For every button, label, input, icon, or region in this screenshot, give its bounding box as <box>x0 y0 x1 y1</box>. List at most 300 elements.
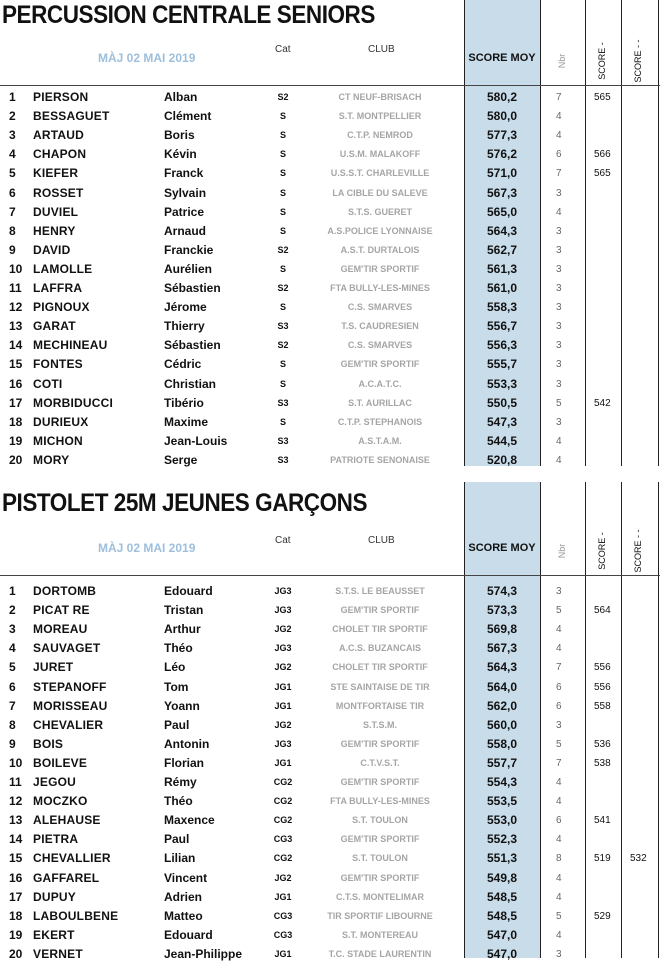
row-rank: 20 <box>9 946 23 961</box>
row-rank: 1 <box>9 584 16 598</box>
row-nbr: 4 <box>556 111 562 123</box>
row-score-moy: 552,3 <box>486 832 518 847</box>
table-row <box>0 432 660 451</box>
table-row <box>0 658 660 677</box>
row-club: U.S.M. MALAKOFF <box>339 149 421 160</box>
row-last-name: KIEFER <box>33 166 79 181</box>
row-club: FTA BULLY-LES-MINES <box>330 283 430 293</box>
row-category: JG3 <box>274 643 292 654</box>
row-rank: 17 <box>9 889 23 904</box>
table-row <box>0 126 660 145</box>
row-first-name: Adrien <box>164 889 203 904</box>
row-club: A.C.S. BUZANCAIS <box>338 643 421 654</box>
row-first-name: Clément <box>164 109 212 124</box>
row-nbr: 5 <box>556 910 562 922</box>
header-rule <box>0 85 660 86</box>
table-row <box>0 413 660 432</box>
row-nbr: 3 <box>556 283 562 294</box>
row-score-moy: 580,2 <box>486 90 518 104</box>
row-category: JG1 <box>274 948 292 959</box>
row-first-name: Boris <box>164 128 195 143</box>
row-club: S.T.S. LE BEAUSSET <box>335 586 425 596</box>
row-nbr: 4 <box>556 777 562 788</box>
section-percussion <box>0 0 660 470</box>
row-rank: 13 <box>9 319 23 334</box>
row-first-name: Théo <box>164 794 193 809</box>
row-score-1: 556 <box>594 681 611 693</box>
row-score-moy: 561,3 <box>486 261 518 276</box>
row-club: A.S.POLICE LYONNAISE <box>327 225 433 236</box>
row-club: FTA BULLY-LES-MINES <box>330 796 430 807</box>
row-last-name: EKERT <box>33 927 75 942</box>
row-score-moy: 556,3 <box>486 338 518 353</box>
row-nbr: 4 <box>556 872 562 884</box>
row-first-name: Arnaud <box>164 223 206 238</box>
row-category: CG2 <box>273 796 293 807</box>
row-last-name: FONTES <box>33 357 83 372</box>
table-row <box>0 926 660 945</box>
row-score-1: 538 <box>594 757 611 769</box>
row-last-name: JEGOU <box>33 775 77 789</box>
row-club: GEM'TIR SPORTIF <box>340 263 420 274</box>
row-score-moy: 567,3 <box>486 641 518 656</box>
row-rank: 16 <box>9 870 23 885</box>
row-last-name: DUVIEL <box>33 204 79 219</box>
row-category: S <box>279 263 286 274</box>
row-first-name: Léo <box>164 660 186 675</box>
row-club: LA CIBLE DU SALEVE <box>332 187 428 198</box>
row-club: MONTFORTAISE TIR <box>335 700 425 711</box>
row-score-1: 542 <box>594 397 611 409</box>
row-last-name: LAMOLLE <box>33 261 93 276</box>
row-first-name: Maxime <box>164 414 209 429</box>
table-row <box>0 697 660 716</box>
row-rank: 17 <box>9 395 23 410</box>
row-category: CG3 <box>273 929 293 940</box>
row-rank: 19 <box>9 927 23 942</box>
row-category: S <box>279 187 286 198</box>
row-rank: 7 <box>9 204 16 219</box>
row-score-1: 529 <box>594 910 611 922</box>
row-nbr: 4 <box>556 454 562 466</box>
row-nbr: 3 <box>556 359 562 371</box>
table-row <box>0 792 660 811</box>
row-nbr: 3 <box>556 263 562 275</box>
row-score-moy: 564,3 <box>486 660 518 675</box>
row-rank: 7 <box>9 698 16 713</box>
row-nbr: 5 <box>556 605 562 617</box>
row-club: PATRIOTE SENONAISE <box>330 454 430 465</box>
table-row <box>0 678 660 697</box>
row-rank: 18 <box>9 908 23 923</box>
row-rank: 12 <box>9 300 23 315</box>
row-last-name: ARTAUD <box>33 128 84 143</box>
table-row <box>0 260 660 279</box>
table-row <box>0 184 660 203</box>
row-last-name: BESSAGUET <box>33 109 110 124</box>
table-row <box>0 601 660 620</box>
row-club: S.T. MONTPELLIER <box>338 111 422 122</box>
table-row <box>0 639 660 658</box>
row-last-name: CHAPON <box>33 147 87 162</box>
row-nbr: 4 <box>556 206 562 218</box>
row-club: GEM'TIR SPORTIF <box>340 738 420 749</box>
header-nbr: Nbr <box>557 53 567 69</box>
row-score-moy: 564,3 <box>486 223 518 238</box>
row-first-name: Aurélien <box>164 261 213 276</box>
row-category: CG2 <box>273 815 293 826</box>
row-nbr: 3 <box>556 187 562 199</box>
row-score-moy: 550,5 <box>486 395 518 410</box>
row-rank: 18 <box>9 414 23 429</box>
row-last-name: MECHINEAU <box>33 338 108 353</box>
row-category: JG2 <box>274 662 292 673</box>
row-club: A.C.A.T.C. <box>358 378 402 389</box>
header-score-moy: SCORE MOY <box>468 52 536 64</box>
row-score-moy: 547,0 <box>486 946 518 961</box>
row-last-name: PIERSON <box>33 90 89 104</box>
row-category: JG3 <box>274 586 292 596</box>
row-score-moy: 557,7 <box>486 755 518 770</box>
row-category: S2 <box>277 92 289 102</box>
row-rank: 9 <box>9 736 16 751</box>
row-category: S <box>279 416 286 427</box>
row-first-name: Edouard <box>164 927 213 942</box>
table-row <box>0 336 660 355</box>
table-row <box>0 317 660 336</box>
row-first-name: Vincent <box>164 870 208 885</box>
row-last-name: MORY <box>33 452 70 467</box>
row-rank: 12 <box>9 794 23 809</box>
row-last-name: MICHON <box>33 433 83 448</box>
row-nbr: 5 <box>556 738 562 750</box>
row-last-name: LABOULBENE <box>33 908 119 923</box>
table-row <box>0 145 660 164</box>
row-score-moy: 564,0 <box>486 679 518 694</box>
row-first-name: Théo <box>164 641 193 656</box>
table-row <box>0 222 660 241</box>
table-row <box>0 451 660 470</box>
row-club: GEM'TIR SPORTIF <box>340 605 420 616</box>
row-nbr: 3 <box>556 719 562 731</box>
row-club: C.T.V.S.T. <box>360 757 400 768</box>
table-row <box>0 773 660 792</box>
row-club: A.S.T. DURTALOIS <box>340 244 420 255</box>
row-rank: 9 <box>9 242 16 257</box>
row-club: CT NEUF-BRISACH <box>338 92 422 102</box>
row-score-1: 565 <box>594 168 611 180</box>
table-row <box>0 830 660 849</box>
row-first-name: Jérome <box>164 300 207 315</box>
table-row <box>0 945 660 964</box>
row-first-name: Tristan <box>164 603 204 618</box>
row-category: CG3 <box>273 910 293 921</box>
row-nbr: 6 <box>556 815 562 827</box>
row-category: S <box>279 149 286 160</box>
row-score-moy: 576,2 <box>486 147 518 162</box>
row-last-name: HENRY <box>33 223 76 238</box>
row-club: C.T.P. STEPHANOIS <box>337 416 423 427</box>
row-last-name: MORBIDUCCI <box>33 395 113 410</box>
row-last-name: JURET <box>33 660 74 675</box>
table-row <box>0 907 660 926</box>
row-rank: 2 <box>9 603 16 618</box>
row-category: S2 <box>277 283 289 293</box>
row-score-1: 556 <box>594 662 611 674</box>
row-rank: 5 <box>9 166 16 181</box>
row-nbr: 7 <box>556 92 562 103</box>
row-score-moy: 551,3 <box>486 851 518 866</box>
row-score-moy: 547,3 <box>486 414 518 429</box>
table-row <box>0 88 660 107</box>
row-rank: 16 <box>9 376 23 391</box>
row-first-name: Maxence <box>164 813 215 828</box>
row-first-name: Florian <box>164 755 205 770</box>
row-club: C.T.P. NEMROD <box>347 130 413 141</box>
row-category: JG1 <box>274 681 292 692</box>
row-category: JG2 <box>274 624 292 635</box>
row-nbr: 3 <box>556 416 562 428</box>
row-score-moy: 553,5 <box>486 794 518 809</box>
row-score-moy: 569,8 <box>486 622 518 637</box>
row-first-name: Franck <box>164 166 204 181</box>
row-category: CG3 <box>273 834 293 845</box>
row-club: CHOLET TIR SPORTIF <box>332 662 428 673</box>
row-rank: 15 <box>9 357 23 372</box>
row-first-name: Matteo <box>164 908 203 923</box>
row-score-moy: 553,0 <box>486 813 518 828</box>
row-first-name: Sébastien <box>164 281 221 295</box>
row-nbr: 4 <box>556 834 562 846</box>
row-rank: 14 <box>9 832 23 847</box>
row-nbr: 3 <box>556 378 562 390</box>
row-rank: 3 <box>9 128 16 143</box>
row-score-moy: 560,0 <box>486 717 518 732</box>
row-first-name: Alban <box>164 90 198 104</box>
row-first-name: Serge <box>164 452 198 467</box>
row-score-moy: 558,0 <box>486 736 518 751</box>
update-date: MÀJ 02 MAI 2019 <box>98 541 196 555</box>
header-cat: Cat <box>275 44 291 55</box>
row-score-1: 566 <box>594 149 611 161</box>
row-score-moy: 562,7 <box>486 242 518 257</box>
row-last-name: GAFFAREL <box>33 870 100 885</box>
row-rank: 10 <box>9 755 23 770</box>
table-row <box>0 203 660 222</box>
header-score-1: SCORE - <box>597 532 607 570</box>
row-nbr: 6 <box>556 681 562 693</box>
row-nbr: 3 <box>556 244 562 256</box>
header-cat: Cat <box>275 535 291 546</box>
row-category: S <box>279 225 286 236</box>
row-last-name: BOIS <box>33 736 64 751</box>
table-row <box>0 869 660 888</box>
row-nbr: 3 <box>556 321 562 333</box>
table-row <box>0 582 660 601</box>
row-first-name: Edouard <box>164 584 213 598</box>
row-nbr: 4 <box>556 624 562 636</box>
row-category: CG2 <box>273 853 293 864</box>
row-score-moy: 553,3 <box>486 376 518 391</box>
row-rank: 14 <box>9 338 23 353</box>
section-title: PISTOLET 25M JEUNES GARÇONS <box>2 489 368 517</box>
row-rank: 4 <box>9 641 16 656</box>
row-nbr: 4 <box>556 130 562 142</box>
header-score-2: SCORE - - <box>633 39 643 83</box>
row-club: S.T. TOULON <box>352 853 408 864</box>
row-club: S.T.S. GUERET <box>347 206 412 217</box>
row-first-name: Lilian <box>164 851 196 866</box>
row-nbr: 3 <box>556 340 562 352</box>
header-score-1: SCORE - <box>597 42 607 80</box>
row-last-name: SAUVAGET <box>33 641 101 656</box>
row-score-moy: 571,0 <box>486 166 518 181</box>
row-club: TIR SPORTIF LIBOURNE <box>327 910 433 921</box>
row-rank: 3 <box>9 622 16 637</box>
row-nbr: 4 <box>556 929 562 941</box>
row-club: S.T.S.M. <box>362 719 397 730</box>
header-nbr: Nbr <box>557 543 567 559</box>
row-category: JG3 <box>274 605 292 616</box>
row-nbr: 4 <box>556 796 562 808</box>
row-score-moy: 580,0 <box>486 109 518 124</box>
row-category: S3 <box>277 397 289 408</box>
row-first-name: Cédric <box>164 357 202 372</box>
row-first-name: Patrice <box>164 204 205 219</box>
row-first-name: Tom <box>164 679 189 694</box>
row-category: S <box>279 302 286 313</box>
row-first-name: Christian <box>164 376 217 391</box>
row-score-moy: 573,3 <box>486 603 518 618</box>
row-nbr: 7 <box>556 662 562 674</box>
row-club: C.S. SMARVES <box>347 340 413 351</box>
row-rank: 8 <box>9 223 16 238</box>
row-rank: 13 <box>9 813 23 828</box>
row-club: A.S.T.A.M. <box>358 435 402 446</box>
table-row <box>0 716 660 735</box>
row-category: S <box>279 378 286 389</box>
table-row <box>0 164 660 183</box>
row-first-name: Franckie <box>164 242 214 257</box>
header-score-moy: SCORE MOY <box>468 542 536 554</box>
row-nbr: 7 <box>556 168 562 180</box>
row-first-name: Yoann <box>164 698 200 713</box>
row-score-moy: 567,3 <box>486 185 518 200</box>
row-category: JG2 <box>274 719 292 730</box>
row-score-1: 541 <box>594 815 611 827</box>
row-first-name: Paul <box>164 717 190 732</box>
row-score-moy: 577,3 <box>486 128 518 143</box>
row-category: JG1 <box>274 891 292 902</box>
row-category: S <box>279 359 286 370</box>
row-rank: 4 <box>9 147 16 162</box>
row-nbr: 8 <box>556 853 562 865</box>
table-row <box>0 735 660 754</box>
row-club: U.S.S.T. CHARLEVILLE <box>330 168 430 179</box>
update-date: MÀJ 02 MAI 2019 <box>98 51 196 65</box>
row-category: JG3 <box>274 738 292 749</box>
row-rank: 6 <box>9 185 16 200</box>
row-nbr: 5 <box>556 397 562 409</box>
row-club: S.T. TOULON <box>352 815 408 826</box>
row-last-name: VERNET <box>33 946 83 961</box>
row-score-moy: 554,3 <box>486 775 518 789</box>
row-nbr: 4 <box>556 891 562 903</box>
header-club: CLUB <box>368 535 395 546</box>
table-row <box>0 754 660 773</box>
row-nbr: 7 <box>556 757 562 769</box>
row-score-moy: 574,3 <box>486 584 518 598</box>
row-last-name: PIGNOUX <box>33 300 90 315</box>
row-nbr: 6 <box>556 700 562 712</box>
row-club: GEM'TIR SPORTIF <box>340 872 420 883</box>
row-rank: 15 <box>9 851 23 866</box>
row-last-name: PICAT RE <box>33 603 90 618</box>
row-last-name: ROSSET <box>33 185 84 200</box>
row-first-name: Jean-Louis <box>164 433 228 448</box>
row-score-1: 564 <box>594 605 611 617</box>
row-last-name: DORTOMB <box>33 584 97 598</box>
row-last-name: MOCZKO <box>33 794 88 809</box>
row-nbr: 3 <box>556 225 562 237</box>
row-first-name: Paul <box>164 832 190 847</box>
row-rank: 8 <box>9 717 16 732</box>
row-category: JG1 <box>274 757 292 768</box>
row-score-moy: 556,7 <box>486 319 518 334</box>
row-category: S3 <box>277 454 289 465</box>
table-row <box>0 888 660 907</box>
table-row <box>0 811 660 830</box>
row-last-name: DURIEUX <box>33 414 89 429</box>
table-row <box>0 620 660 639</box>
row-rank: 10 <box>9 261 23 276</box>
row-rank: 6 <box>9 679 16 694</box>
table-row <box>0 375 660 394</box>
row-club: S.T. MONTEREAU <box>341 929 418 940</box>
row-last-name: MOREAU <box>33 622 88 637</box>
row-score-moy: 520,8 <box>486 452 518 467</box>
row-score-moy: 561,0 <box>486 281 518 295</box>
row-last-name: DUPUY <box>33 889 77 904</box>
row-category: S <box>279 206 286 217</box>
row-category: CG2 <box>273 777 293 787</box>
table-row <box>0 241 660 260</box>
row-score-moy: 558,3 <box>486 300 518 315</box>
section-title: PERCUSSION CENTRALE SENIORS <box>2 1 375 29</box>
row-nbr: 4 <box>556 643 562 655</box>
row-last-name: GARAT <box>33 319 76 334</box>
row-category: S <box>279 111 286 122</box>
header-rule <box>0 575 660 576</box>
row-club: T.C. STADE LAURENTIN <box>328 948 432 959</box>
row-nbr: 6 <box>556 149 562 161</box>
row-score-moy: 548,5 <box>486 889 518 904</box>
row-club: S.T. AURILLAC <box>348 397 412 408</box>
row-score-moy: 549,8 <box>486 870 518 885</box>
row-rank: 19 <box>9 433 23 448</box>
row-rank: 5 <box>9 660 16 675</box>
row-first-name: Sylvain <box>164 185 207 200</box>
row-first-name: Antonin <box>164 736 210 751</box>
row-rank: 2 <box>9 109 16 124</box>
row-score-moy: 565,0 <box>486 204 518 219</box>
row-last-name: DAVID <box>33 242 71 257</box>
row-last-name: COTI <box>33 376 63 391</box>
row-rank: 1 <box>9 90 16 104</box>
row-score-2: 532 <box>630 853 647 865</box>
row-first-name: Jean-Philippe <box>164 946 243 961</box>
table-row <box>0 298 660 317</box>
